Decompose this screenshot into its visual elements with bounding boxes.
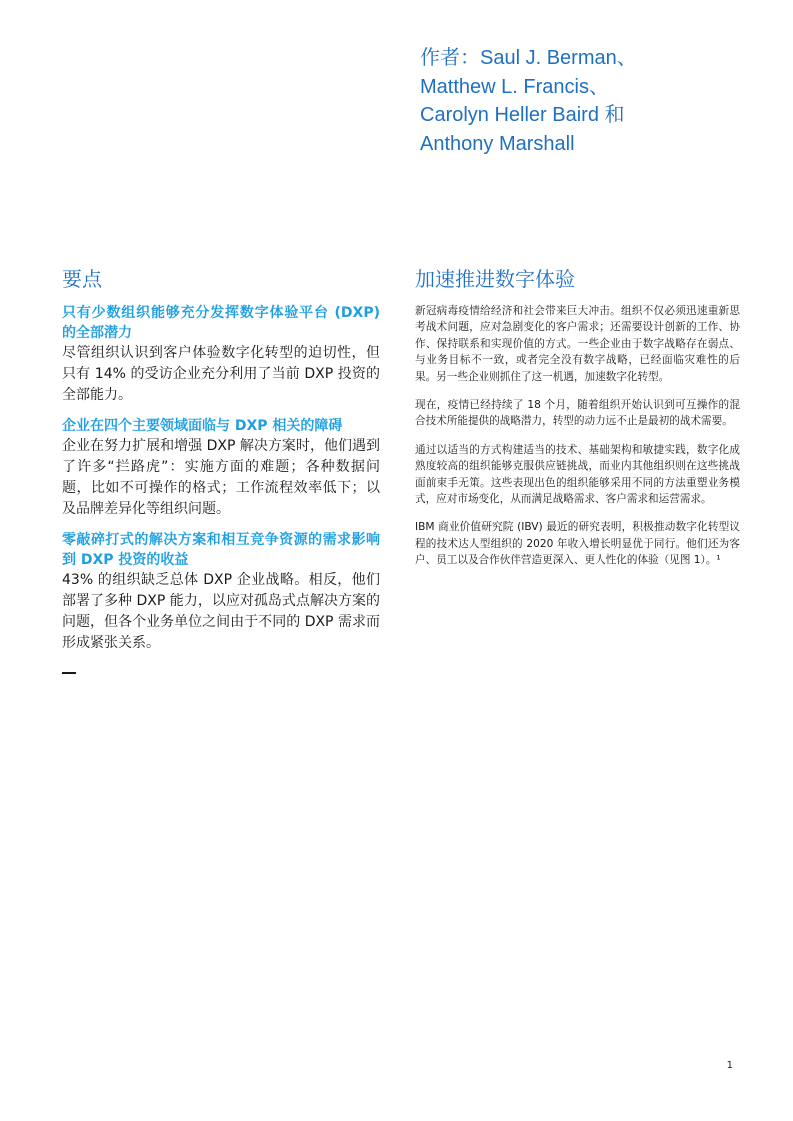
page-number: 1 xyxy=(726,1060,733,1071)
body-paragraph: 新冠病毒疫情给经济和社会带来巨大冲击。组织不仅必须迅速重新思考战术问题，应对急剧变化的客户需求；还需要设计创新的工作、协作、保持联系和实现价值的方式。一些企业由于数字战略存在弱点、与业务目标不一致，或者完全没有数字战略，已经面临灾难性的后果。另一些企业则抓住了这一机遇，加速数字化转型。 xyxy=(415,305,740,383)
body-paragraph: 现在，疫情已经持续了 18 个月，随着组织开始认识到可互操作的混合技术所能提供的战略潜力，转型的动力远不止是最初的战术需要。 xyxy=(415,399,740,428)
key-point-heading: 零敲碎打式的解决方案和相互竞争资源的需求影响到 DXP 投资的收益 xyxy=(62,532,380,568)
key-points-section xyxy=(62,265,380,674)
main-article-title: 加速推进数字体验 xyxy=(415,267,575,291)
author-byline xyxy=(420,44,760,158)
key-point-body: 43% 的组织缺乏总体 DXP 企业战略。相反，他们部署了多种 DXP 能力，以应对孤岛式点解决方案的问题，但各个业务单位之间由于不同的 DXP 需求而形成紧张关系。 xyxy=(62,572,380,651)
body-paragraph: IBM 商业价值研究院 (IBV) 最近的研究表明，积极推动数字化转型议程的技术达人型组织的 2020 年收入增长明显优于同行。他们还为客户、员工以及合作伙伴营造更深入、更人性化的体验（见图 1）。¹ xyxy=(415,521,740,567)
author-line: Carolyn Heller Baird 和 xyxy=(420,104,625,126)
key-point-heading: 企业在四个主要领域面临与 DXP 相关的障碍 xyxy=(62,418,343,434)
key-points-title: 要点 xyxy=(62,267,102,291)
key-point-heading: 只有少数组织能够充分发挥数字体验平台 (DXP) 的全部潜力 xyxy=(62,305,380,341)
main-article-section xyxy=(415,265,740,581)
section-end-dash xyxy=(62,672,76,674)
key-point xyxy=(62,530,380,654)
body-paragraph: 通过以适当的方式构建适当的技术、基础架构和敏捷实践，数字化成熟度较高的组织能够克服供应链挑战，而业内其他组织则在这些挑战面前束手无策。这些表现出色的组织能够采用不同的方法重塑业务模式，应对市场变化，从而满足战略需求、客户需求和运营需求。 xyxy=(415,443,740,506)
key-point-body: 尽管组织认识到客户体验数字化转型的迫切性，但只有 14% 的受访企业充分利用了当前 DXP 投资的全部能力。 xyxy=(62,345,380,403)
key-point xyxy=(62,416,380,520)
key-point xyxy=(62,303,380,406)
author-line: 作者：Saul J. Berman、 xyxy=(420,47,637,69)
key-point-body: 企业在努力扩展和增强 DXP 解决方案时，他们遇到了许多“拦路虎”：实施方面的难题；各种数据问题，比如不可操作的格式；工作流程效率低下；以及品牌差异化等组织问题。 xyxy=(62,438,380,517)
author-line: Anthony Marshall xyxy=(420,132,575,155)
author-line: Matthew L. Francis、 xyxy=(420,75,609,98)
